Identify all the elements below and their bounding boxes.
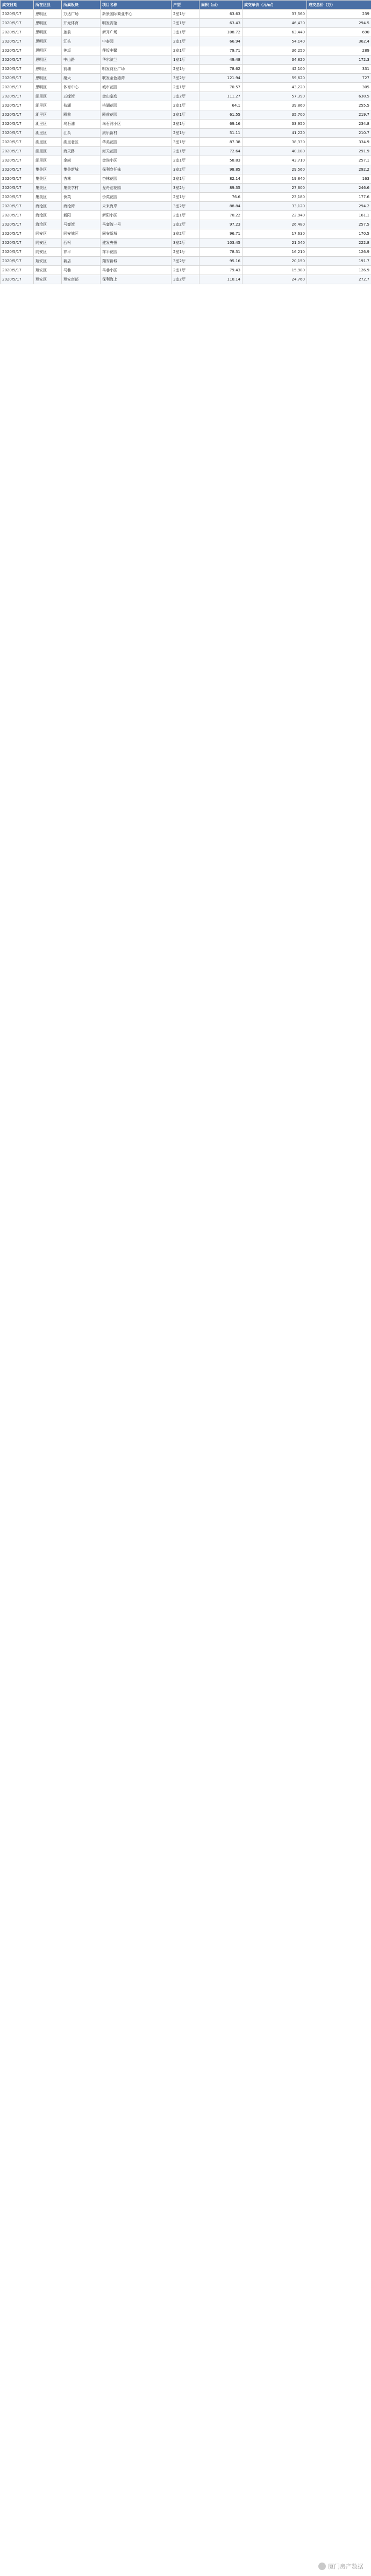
cell-unit-price: 29,560	[242, 165, 307, 174]
cell-project: 保利叁仟栋	[101, 165, 172, 174]
cell-area: 88.84	[199, 202, 242, 211]
table-row[interactable]	[1, 156, 371, 165]
cell-block: 祥平	[62, 248, 101, 257]
cell-district: 湖里区	[34, 138, 62, 147]
cell-total-price: 294.2	[307, 202, 371, 211]
cell-block: 乌石浦	[62, 120, 101, 129]
cell-district: 思明区	[34, 83, 62, 92]
column-header-layout[interactable]: 户型	[172, 1, 199, 10]
cell-district: 集美区	[34, 184, 62, 193]
cell-district: 湖里区	[34, 156, 62, 165]
cell-block: 枋湖	[62, 101, 101, 110]
cell-layout: 3室2厅	[172, 165, 199, 174]
cell-unit-price: 42,100	[242, 65, 307, 74]
cell-project: 未来海岸	[101, 202, 172, 211]
cell-unit-price: 27,600	[242, 184, 307, 193]
table-row[interactable]	[1, 184, 371, 193]
cell-project: 保利海上	[101, 275, 172, 284]
cell-block: 杏林	[62, 174, 101, 184]
column-header-project[interactable]: 项目名称	[101, 1, 172, 10]
cell-unit-price: 38,330	[242, 138, 307, 147]
cell-date: 2020/5/17	[1, 55, 34, 65]
column-header-unit-price[interactable]: 成交单价（元/㎡）	[242, 1, 307, 10]
cell-district: 海沧区	[34, 211, 62, 220]
table-row[interactable]	[1, 83, 371, 92]
cell-layout: 3室2厅	[172, 238, 199, 248]
cell-block: 同安城区	[62, 229, 101, 238]
cell-total-price: 257.1	[307, 156, 371, 165]
cell-layout: 2室1厅	[172, 174, 199, 184]
cell-total-price: 126.9	[307, 248, 371, 257]
cell-area: 64.1	[199, 101, 242, 110]
cell-layout: 3室1厅	[172, 28, 199, 37]
cell-unit-price: 39,860	[242, 101, 307, 110]
cell-date: 2020/5/17	[1, 92, 34, 101]
cell-block: 侨英	[62, 193, 101, 202]
cell-date: 2020/5/17	[1, 202, 34, 211]
table-row[interactable]	[1, 229, 371, 238]
cell-unit-price: 33,120	[242, 202, 307, 211]
cell-district: 湖里区	[34, 92, 62, 101]
table-row[interactable]	[1, 92, 371, 101]
cell-block: 集美新城	[62, 165, 101, 174]
cell-total-price: 638.5	[307, 92, 371, 101]
table-row[interactable]	[1, 19, 371, 28]
table-row[interactable]	[1, 202, 371, 211]
cell-area: 95.16	[199, 257, 242, 266]
cell-block: 殿前	[62, 110, 101, 120]
cell-total-price: 255.5	[307, 101, 371, 110]
cell-area: 79.43	[199, 266, 242, 275]
cell-project: 华尔滨兰	[101, 55, 172, 65]
table-row[interactable]	[1, 147, 371, 156]
cell-block: 体育中心	[62, 83, 101, 92]
cell-project: 康乐新村	[101, 129, 172, 138]
table-row[interactable]	[1, 120, 371, 129]
cell-date: 2020/5/17	[1, 83, 34, 92]
cell-layout: 2室1厅	[172, 101, 199, 110]
cell-project: 莲坂中鹭	[101, 46, 172, 55]
cell-area: 79.71	[199, 46, 242, 55]
cell-layout: 3室2厅	[172, 275, 199, 284]
cell-layout: 2室1厅	[172, 110, 199, 120]
cell-unit-price: 22,940	[242, 211, 307, 220]
cell-project: 金山豪庭	[101, 92, 172, 101]
cell-unit-price: 35,700	[242, 110, 307, 120]
cell-total-price: 690	[307, 28, 371, 37]
cell-area: 87.38	[199, 138, 242, 147]
cell-district: 思明区	[34, 74, 62, 83]
table-row[interactable]	[1, 129, 371, 138]
table-row[interactable]	[1, 74, 371, 83]
table-row[interactable]	[1, 28, 371, 37]
cell-district: 湖里区	[34, 147, 62, 156]
cell-area: 89.35	[199, 184, 242, 193]
cell-layout: 2室1厅	[172, 120, 199, 129]
cell-project: 乌石浦小区	[101, 120, 172, 129]
cell-area: 69.16	[199, 120, 242, 129]
cell-layout: 2室1厅	[172, 129, 199, 138]
column-header-district[interactable]: 所在区县	[34, 1, 62, 10]
cell-layout: 2室1厅	[172, 248, 199, 257]
cell-total-price: 331	[307, 65, 371, 74]
cell-district: 同安区	[34, 238, 62, 248]
cell-area: 70.57	[199, 83, 242, 92]
cell-layout: 3室2厅	[172, 202, 199, 211]
cell-unit-price: 36,250	[242, 46, 307, 55]
cell-area: 63.63	[199, 10, 242, 19]
cell-district: 集美区	[34, 174, 62, 184]
cell-project: 祥平花园	[101, 248, 172, 257]
cell-layout: 2室1厅	[172, 10, 199, 19]
cell-project: 金尚小区	[101, 156, 172, 165]
cell-area: 110.14	[199, 275, 242, 284]
column-header-block[interactable]: 所属板块	[62, 1, 101, 10]
cell-project: 龙舟池花园	[101, 184, 172, 193]
cell-unit-price: 43,710	[242, 156, 307, 165]
column-header-area[interactable]: 面积（㎡）	[199, 1, 242, 10]
cell-project: 翔安新城	[101, 257, 172, 266]
cell-district: 集美区	[34, 165, 62, 174]
cell-date: 2020/5/17	[1, 211, 34, 220]
cell-unit-price: 37,560	[242, 10, 307, 19]
cell-block: 万达广场	[62, 10, 101, 19]
table-header	[1, 1, 371, 10]
cell-district: 海沧区	[34, 202, 62, 211]
cell-date: 2020/5/17	[1, 248, 34, 257]
cell-date: 2020/5/17	[1, 165, 34, 174]
cell-date: 2020/5/17	[1, 238, 34, 248]
cell-block: 西柯	[62, 238, 101, 248]
cell-layout: 2室1厅	[172, 19, 199, 28]
cell-project: 殿前花园	[101, 110, 172, 120]
cell-block: 莲坂	[62, 46, 101, 55]
cell-date: 2020/5/17	[1, 275, 34, 284]
cell-area: 70.22	[199, 211, 242, 220]
cell-unit-price: 23,180	[242, 193, 307, 202]
cell-block: 马銮湾	[62, 220, 101, 229]
header-row	[1, 1, 371, 10]
cell-project: 中泰园	[101, 37, 172, 46]
cell-layout: 2室1厅	[172, 46, 199, 55]
cell-layout: 3室2厅	[172, 74, 199, 83]
cell-project: 杏林花园	[101, 174, 172, 184]
cell-unit-price: 15,980	[242, 266, 307, 275]
cell-district: 翔安区	[34, 266, 62, 275]
cell-area: 78.62	[199, 65, 242, 74]
cell-total-price: 191.7	[307, 257, 371, 266]
table-row[interactable]	[1, 174, 371, 184]
cell-area: 103.45	[199, 238, 242, 248]
cell-total-price: 219.7	[307, 110, 371, 120]
cell-date: 2020/5/17	[1, 257, 34, 266]
cell-unit-price: 59,620	[242, 74, 307, 83]
cell-project: 马巷小区	[101, 266, 172, 275]
table-row[interactable]	[1, 275, 371, 284]
cell-area: 111.27	[199, 92, 242, 101]
cell-block: 新阳	[62, 211, 101, 220]
cell-project: 城市花园	[101, 83, 172, 92]
cell-project: 联发金色港湾	[101, 74, 172, 83]
cell-layout: 2室1厅	[172, 37, 199, 46]
cell-area: 76.6	[199, 193, 242, 202]
cell-date: 2020/5/17	[1, 10, 34, 19]
cell-district: 翔安区	[34, 257, 62, 266]
cell-total-price: 170.5	[307, 229, 371, 238]
cell-unit-price: 40,180	[242, 147, 307, 156]
cell-date: 2020/5/17	[1, 266, 34, 275]
cell-layout: 2室1厅	[172, 65, 199, 74]
cell-district: 思明区	[34, 65, 62, 74]
cell-unit-price: 34,820	[242, 55, 307, 65]
cell-project: 枋湖花园	[101, 101, 172, 110]
cell-district: 湖里区	[34, 101, 62, 110]
cell-date: 2020/5/17	[1, 184, 34, 193]
cell-total-price: 234.8	[307, 120, 371, 129]
cell-layout: 2室1厅	[172, 266, 199, 275]
cell-date: 2020/5/17	[1, 28, 34, 37]
cell-layout: 2室1厅	[172, 156, 199, 165]
cell-total-price: 126.9	[307, 266, 371, 275]
cell-project: 新景国际商业中心	[101, 10, 172, 19]
cell-block: 海天路	[62, 147, 101, 156]
table-body	[1, 10, 371, 284]
cell-block: 翔安南部	[62, 275, 101, 284]
cell-area: 51.11	[199, 129, 242, 138]
cell-project: 同安新城	[101, 229, 172, 238]
cell-project: 新开广场	[101, 28, 172, 37]
cell-district: 同安区	[34, 248, 62, 257]
cell-area: 66.94	[199, 37, 242, 46]
cell-district: 湖里区	[34, 120, 62, 129]
cell-layout: 2室1厅	[172, 147, 199, 156]
cell-unit-price: 21,540	[242, 238, 307, 248]
cell-date: 2020/5/17	[1, 147, 34, 156]
cell-project: 明发商业广场	[101, 65, 172, 74]
column-header-total-price[interactable]: 成交总价（万）	[307, 1, 371, 10]
cell-date: 2020/5/17	[1, 65, 34, 74]
table-row[interactable]	[1, 10, 371, 19]
cell-date: 2020/5/17	[1, 138, 34, 147]
cell-block: 江头	[62, 129, 101, 138]
table-row[interactable]	[1, 238, 371, 248]
cell-total-price: 161.1	[307, 211, 371, 220]
cell-total-price: 272.7	[307, 275, 371, 284]
cell-layout: 3室2厅	[172, 257, 199, 266]
cell-date: 2020/5/17	[1, 46, 34, 55]
cell-district: 翔安区	[34, 275, 62, 284]
cell-layout: 2室1厅	[172, 211, 199, 220]
table-row[interactable]	[1, 248, 371, 257]
cell-area: 58.83	[199, 156, 242, 165]
cell-date: 2020/5/17	[1, 37, 34, 46]
cell-district: 思明区	[34, 46, 62, 55]
cell-unit-price: 41,220	[242, 129, 307, 138]
cell-district: 思明区	[34, 10, 62, 19]
cell-unit-price: 54,140	[242, 37, 307, 46]
cell-block: 湖里老区	[62, 138, 101, 147]
cell-layout: 3室2厅	[172, 229, 199, 238]
table-row[interactable]	[1, 257, 371, 266]
cell-date: 2020/5/17	[1, 174, 34, 184]
cell-district: 湖里区	[34, 110, 62, 120]
cell-project: 建发央誉	[101, 238, 172, 248]
cell-total-price: 257.5	[307, 220, 371, 229]
table-row[interactable]	[1, 165, 371, 174]
cell-area: 108.72	[199, 28, 242, 37]
cell-total-price: 291.9	[307, 147, 371, 156]
cell-total-price: 239	[307, 10, 371, 19]
cell-project: 华美花园	[101, 138, 172, 147]
cell-district: 思明区	[34, 37, 62, 46]
watermark-label: 厦门房产数据	[328, 2563, 363, 2570]
cell-layout: 3室2厅	[172, 184, 199, 193]
table-row[interactable]	[1, 46, 371, 55]
cell-project: 明发宾馆	[101, 19, 172, 28]
cell-date: 2020/5/17	[1, 74, 34, 83]
table-row[interactable]	[1, 37, 371, 46]
cell-total-price: 289	[307, 46, 371, 55]
cell-total-price: 246.6	[307, 184, 371, 193]
cell-area: 61.55	[199, 110, 242, 120]
cell-date: 2020/5/17	[1, 129, 34, 138]
cell-date: 2020/5/17	[1, 220, 34, 229]
cell-project: 新阳小区	[101, 211, 172, 220]
cell-total-price: 294.5	[307, 19, 371, 28]
cell-area: 49.48	[199, 55, 242, 65]
cell-unit-price: 24,760	[242, 275, 307, 284]
cell-area: 121.94	[199, 74, 242, 83]
cell-area: 78.31	[199, 248, 242, 257]
cell-layout: 2室1厅	[172, 83, 199, 92]
cell-block: 海沧湾	[62, 202, 101, 211]
table-row[interactable]	[1, 266, 371, 275]
cell-unit-price: 17,630	[242, 229, 307, 238]
cell-unit-price: 63,440	[242, 28, 307, 37]
table-row[interactable]	[1, 110, 371, 120]
table-row[interactable]	[1, 55, 371, 65]
cell-area: 97.23	[199, 220, 242, 229]
cell-layout: 2室1厅	[172, 193, 199, 202]
cell-date: 2020/5/17	[1, 19, 34, 28]
cell-unit-price: 33,950	[242, 120, 307, 129]
column-header-date[interactable]: 成交日期	[1, 1, 34, 10]
cell-date: 2020/5/17	[1, 120, 34, 129]
watermark	[318, 2562, 363, 2571]
cell-layout: 3室2厅	[172, 220, 199, 229]
cell-layout: 1室1厅	[172, 55, 199, 65]
transactions-table	[0, 0, 371, 284]
cell-block: 集美学村	[62, 184, 101, 193]
watermark-logo-icon	[318, 2563, 326, 2570]
cell-area: 98.85	[199, 165, 242, 174]
cell-unit-price: 57,390	[242, 92, 307, 101]
cell-unit-price: 26,480	[242, 220, 307, 229]
cell-unit-price: 46,430	[242, 19, 307, 28]
table-row[interactable]	[1, 138, 371, 147]
cell-block: 江头	[62, 37, 101, 46]
cell-total-price: 334.9	[307, 138, 371, 147]
table-row[interactable]	[1, 193, 371, 202]
cell-unit-price: 16,210	[242, 248, 307, 257]
cell-total-price: 177.6	[307, 193, 371, 202]
cell-date: 2020/5/17	[1, 156, 34, 165]
cell-total-price: 305	[307, 83, 371, 92]
cell-district: 思明区	[34, 19, 62, 28]
cell-total-price: 362.4	[307, 37, 371, 46]
cell-district: 湖里区	[34, 129, 62, 138]
cell-area: 96.71	[199, 229, 242, 238]
cell-unit-price: 20,150	[242, 257, 307, 266]
cell-project: 侨英花园	[101, 193, 172, 202]
cell-block: 开元体育	[62, 19, 101, 28]
cell-block: 厦大	[62, 74, 101, 83]
cell-district: 集美区	[34, 193, 62, 202]
cell-date: 2020/5/17	[1, 110, 34, 120]
cell-total-price: 222.8	[307, 238, 371, 248]
cell-area: 72.64	[199, 147, 242, 156]
cell-block: 五缘湾	[62, 92, 101, 101]
cell-unit-price: 43,220	[242, 83, 307, 92]
cell-block: 金尚	[62, 156, 101, 165]
cell-district: 同安区	[34, 229, 62, 238]
cell-date: 2020/5/17	[1, 193, 34, 202]
table-row[interactable]	[1, 220, 371, 229]
cell-project: 海天花园	[101, 147, 172, 156]
cell-unit-price: 19,840	[242, 174, 307, 184]
cell-layout: 3室2厅	[172, 92, 199, 101]
cell-total-price: 172.3	[307, 55, 371, 65]
table-row[interactable]	[1, 65, 371, 74]
cell-area: 82.14	[199, 174, 242, 184]
cell-total-price: 727	[307, 74, 371, 83]
cell-total-price: 292.2	[307, 165, 371, 174]
table-row[interactable]	[1, 101, 371, 110]
cell-district: 思明区	[34, 55, 62, 65]
cell-layout: 3室1厅	[172, 138, 199, 147]
cell-total-price: 210.7	[307, 129, 371, 138]
cell-block: 马巷	[62, 266, 101, 275]
cell-district: 海沧区	[34, 220, 62, 229]
cell-area: 63.43	[199, 19, 242, 28]
cell-block: 中山路	[62, 55, 101, 65]
cell-block: 莲前	[62, 28, 101, 37]
table-row[interactable]	[1, 211, 371, 220]
cell-total-price: 163	[307, 174, 371, 184]
cell-district: 思明区	[34, 28, 62, 37]
cell-date: 2020/5/17	[1, 101, 34, 110]
cell-date: 2020/5/17	[1, 229, 34, 238]
cell-block: 新店	[62, 257, 101, 266]
cell-project: 马銮湾一号	[101, 220, 172, 229]
cell-block: 前埔	[62, 65, 101, 74]
